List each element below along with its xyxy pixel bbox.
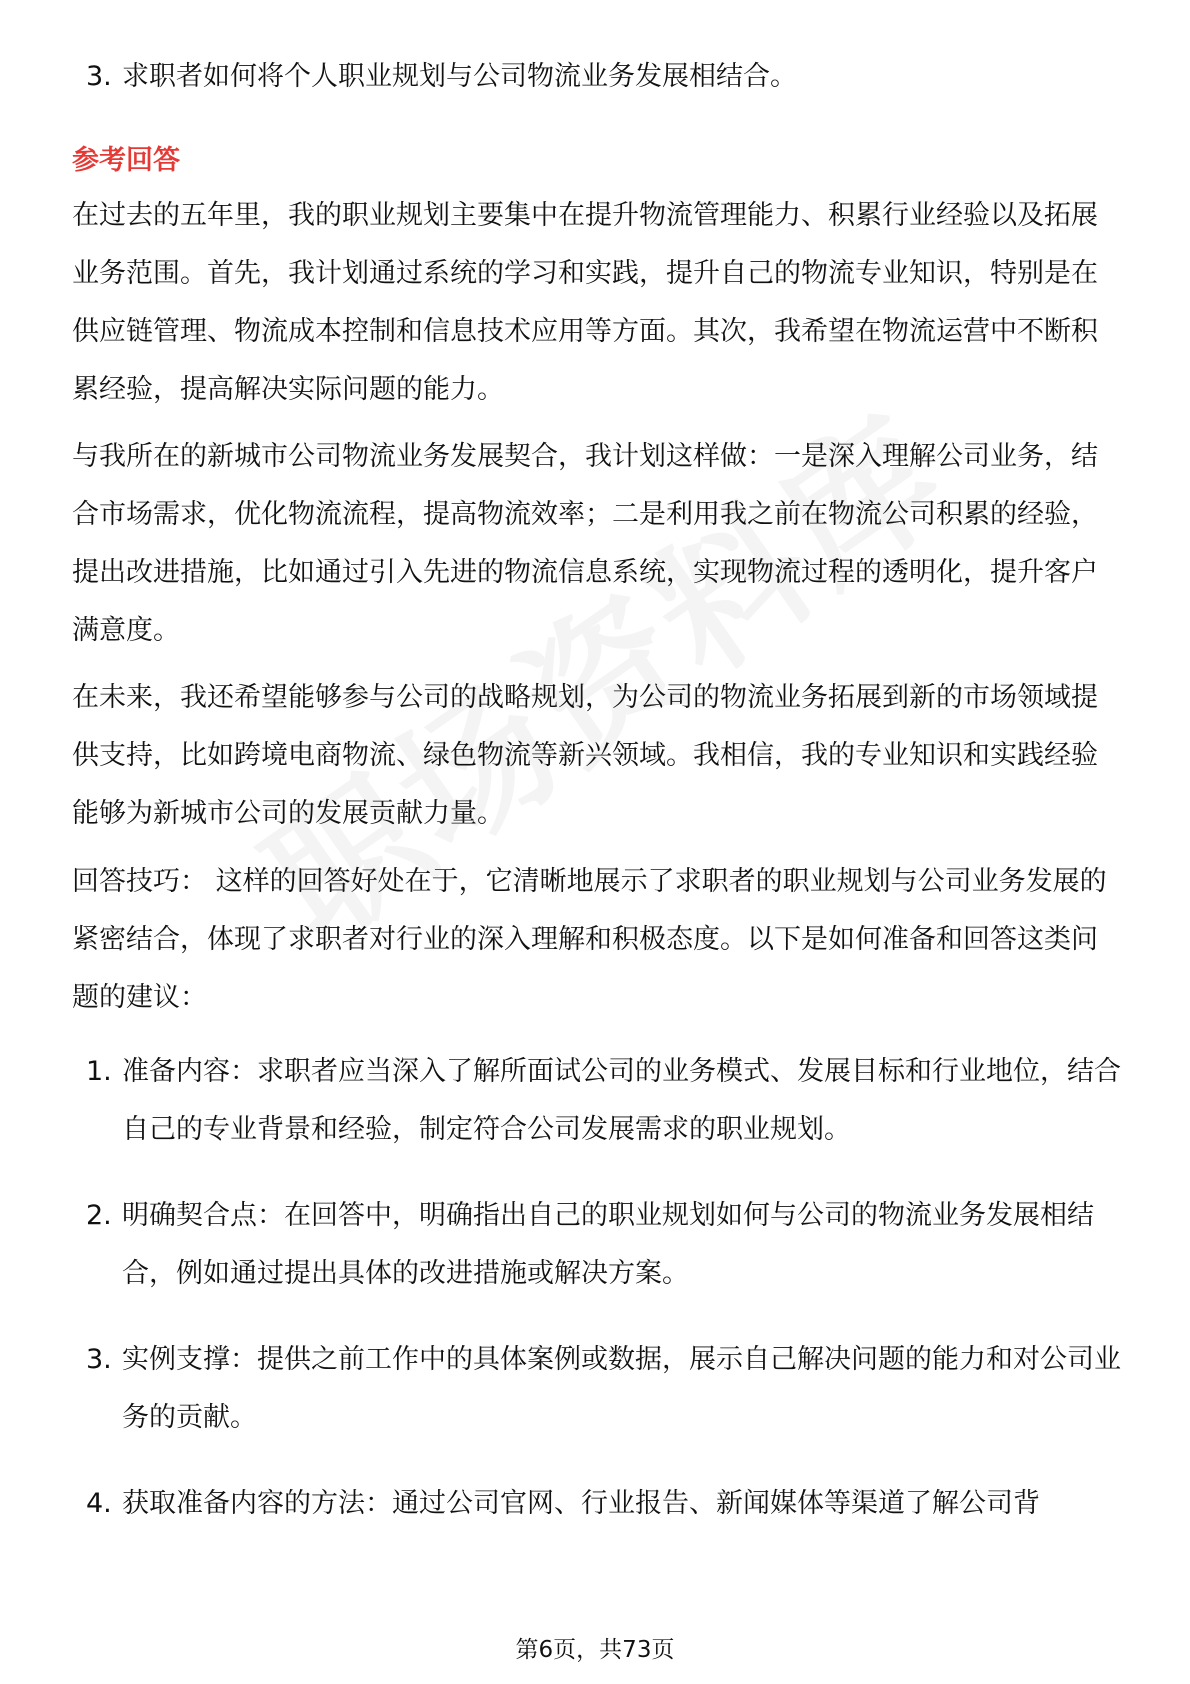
paragraph-text: 在过去的五年里，我的职业规划主要集中在提升物流管理能力、积累行业经验以及拓展业务范围。首先，我计划通过系统的学习和实践，提升自己的物流专业知识，特别是在供应链管理、物流成本控制和信息技术应用等方面。其次，我希望在物流运营中不断积累经验，提高解决实际问题的能力。 [72, 200, 1098, 405]
list-number: 3. [86, 1344, 112, 1375]
list-text: 求职者如何将个人职业规划与公司物流业务发展相结合。 [122, 61, 797, 92]
paragraph-1 [72, 187, 1122, 419]
list-text: 实例支撑：提供之前工作中的具体案例或数据，展示自己解决问题的能力和对公司业务的贡献。 [122, 1344, 1121, 1433]
section-heading: 参考回答 [72, 145, 180, 176]
list-number: 1. [86, 1056, 112, 1087]
list-number: 4. [86, 1488, 112, 1519]
paragraph-2 [72, 428, 1122, 660]
list-text: 获取准备内容的方法：通过公司官网、行业报告、新闻媒体等渠道了解公司背 [122, 1488, 1040, 1519]
paragraph-text: 回答技巧： 这样的回答好处在于，它清晰地展示了求职者的职业规划与公司业务发展的紧密结合，体现了求职者对行业的深入理解和积极态度。以下是如何准备和回答这类问题的建议： [72, 866, 1107, 1013]
paragraph-3 [72, 669, 1122, 843]
list-text: 明确契合点：在回答中，明确指出自己的职业规划如何与公司的物流业务发展相结合，例如通过提出具体的改进措施或解决方案。 [122, 1200, 1094, 1289]
list-item-tip-1 [72, 1043, 1122, 1159]
paragraph-text: 在未来，我还希望能够参与公司的战略规划，为公司的物流业务拓展到新的市场领域提供支持，比如跨境电商物流、绿色物流等新兴领域。我相信，我的专业知识和实践经验能够为新城市公司的发展贡献力量。 [72, 682, 1098, 829]
paragraph-answer-tips [72, 853, 1122, 1027]
list-item-tip-4 [72, 1475, 1122, 1533]
list-item-tip-3 [72, 1331, 1122, 1447]
list-item-question-3 [72, 48, 1122, 106]
list-item-tip-2 [72, 1187, 1122, 1303]
list-text: 准备内容：求职者应当深入了解所面试公司的业务模式、发展目标和行业地位，结合自己的专业背景和经验，制定符合公司发展需求的职业规划。 [122, 1056, 1121, 1145]
list-number: 3. [86, 61, 112, 92]
paragraph-text: 与我所在的新城市公司物流业务发展契合，我计划这样做：一是深入理解公司业务，结合市场需求，优化物流流程，提高物流效率；二是利用我之前在物流公司积累的经验，提出改进措施，比如通过引入先进的物流信息系统，实现物流过程的透明化，提升客户满意度。 [72, 441, 1098, 646]
page-footer: 第6页，共73页 [515, 1637, 675, 1663]
list-number: 2. [86, 1200, 112, 1231]
